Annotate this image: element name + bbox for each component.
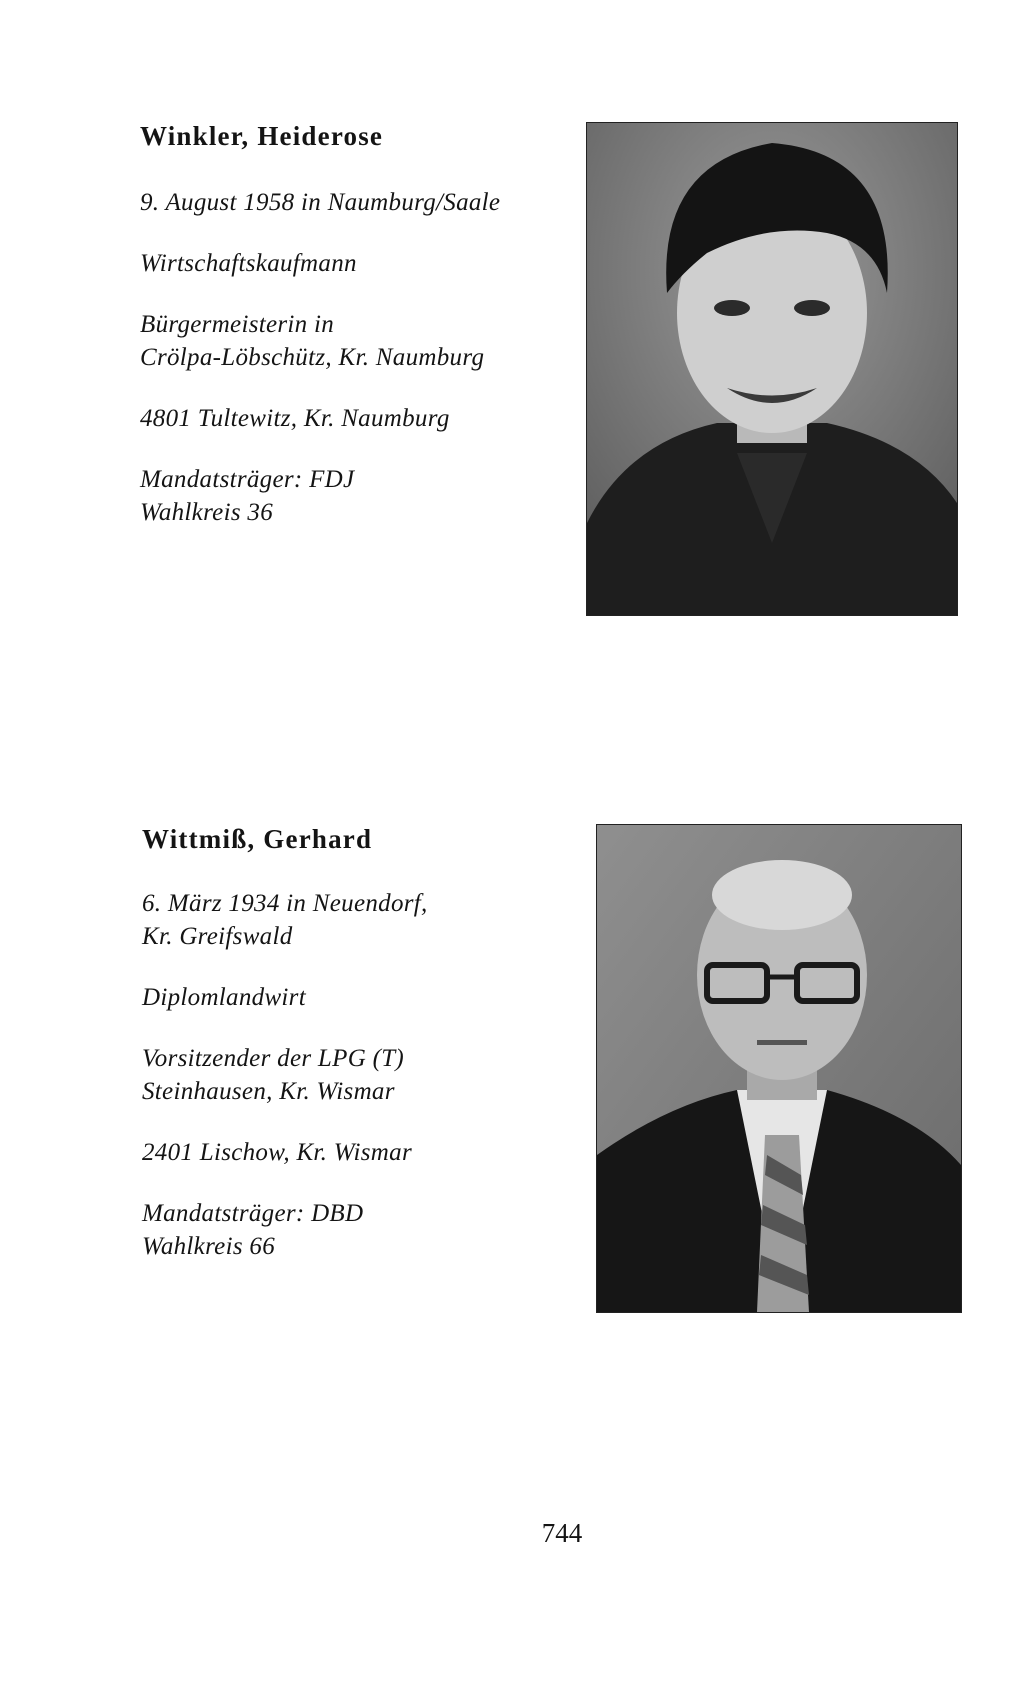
entry-address: 4801 Tultewitz, Kr. Naumburg xyxy=(140,405,450,432)
entry-mandate: Mandatsträger: FDJ xyxy=(140,466,355,493)
entry-constituency: Wahlkreis 36 xyxy=(140,499,273,526)
entry-profession: Diplomlandwirt xyxy=(142,984,306,1011)
entry-birth-line-1: 6. März 1934 in Neuendorf, xyxy=(142,890,428,917)
entry-constituency: Wahlkreis 66 xyxy=(142,1233,275,1260)
entry-position-line-2: Crölpa-Löbschütz, Kr. Naumburg xyxy=(140,344,485,371)
entry-position-line-1: Vorsitzender der LPG (T) xyxy=(142,1045,405,1072)
entry-birth: 9. August 1958 in Naumburg/Saale xyxy=(140,189,501,216)
entry-profession: Wirtschaftskaufmann xyxy=(140,250,357,277)
page-number: 744 xyxy=(541,1518,583,1548)
entry-name: Winkler, Heiderose xyxy=(140,121,384,151)
entry-address: 2401 Lischow, Kr. Wismar xyxy=(142,1139,412,1166)
portrait-photo-winkler xyxy=(586,122,958,616)
portrait-photo-wittmiss xyxy=(596,824,962,1313)
entry-position-line-1: Bürgermeisterin in xyxy=(140,311,335,338)
entry-wittmiss xyxy=(142,823,582,1263)
entry-mandate: Mandatsträger: DBD xyxy=(142,1200,364,1227)
entry-name: Wittmiß, Gerhard xyxy=(142,824,373,854)
entry-winkler xyxy=(140,120,580,529)
entry-birth-line-2: Kr. Greifswald xyxy=(142,923,293,950)
entry-position-line-2: Steinhausen, Kr. Wismar xyxy=(142,1078,395,1105)
